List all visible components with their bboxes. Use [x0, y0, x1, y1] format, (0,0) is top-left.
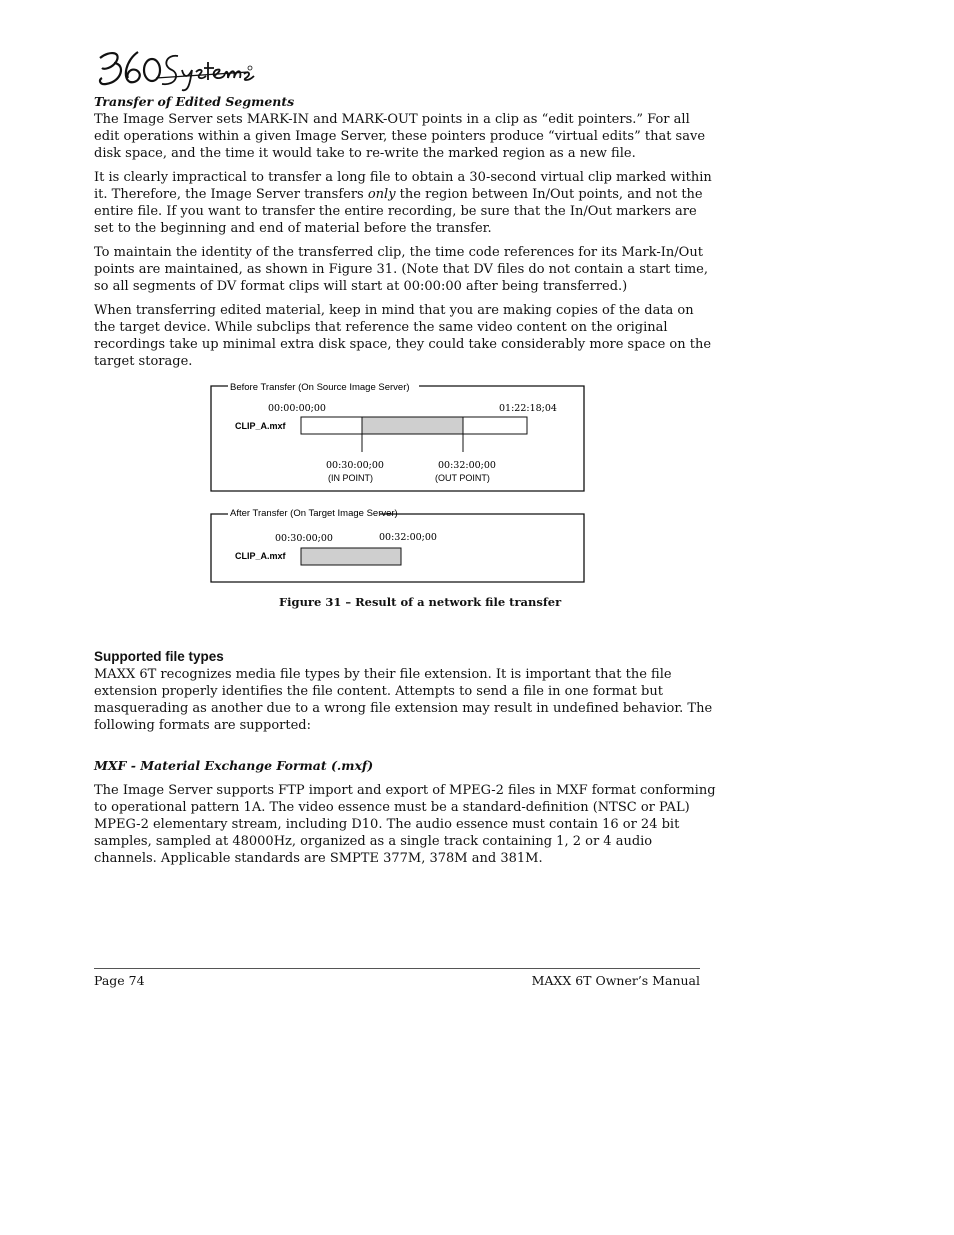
before-frame: [211, 386, 584, 491]
section-title-transfer: Transfer of Edited Segments: [94, 94, 295, 109]
paragraph-text: The Image Server supports FTP import and export of MPEG-2 files in MXF format conforming to operational pattern 1A. The video essence must be a standard-definition (NTSC or PAL) MPEG-2 elementary stream, including D10. The audio essence must contain 16 or 24 bit samples, sampled at 48000Hz, organized as a single track containing 1, 2 or 4 audio channels. Applicable standards are SMPTE 377M, 378M and 381M.: [94, 783, 716, 866]
paragraph-text: The Image Server sets MARK-IN and MARK-OUT points in a clip as “edit pointers.” For all edit operations within a given Image Server, these pointers produce “virtual edits” that save disk space, and the time it would take to re-write the marked region as a new file.: [94, 112, 706, 161]
text-run: It is clearly impractical to transfer a long file to obtain a 30-second virtual clip marked within it. Therefore, the Image Server transfers: [94, 170, 712, 202]
figure-caption: Figure 31 – Result of a network file transfer: [279, 595, 562, 609]
paragraph-file-types: [94, 666, 718, 734]
section-title-mxf: MXF - Material Exchange Format (.mxf): [94, 758, 374, 773]
paragraph-mxf: [94, 782, 718, 867]
out-point-tc: 00:32:00;00: [438, 460, 496, 471]
after-label: After Transfer (On Target Image Server): [230, 508, 398, 519]
before-start-tc: 00:00:00;00: [268, 403, 326, 414]
after-start-tc: 00:30:00;00: [275, 533, 333, 544]
transferred-clip-bar: [301, 548, 401, 565]
before-end-tc: 01:22:18;04: [499, 403, 557, 414]
out-point-label: (OUT POINT): [435, 473, 490, 483]
in-point-label: (IN POINT): [328, 473, 373, 483]
emphasis-text: only: [367, 187, 396, 202]
page-number: Page 74: [94, 973, 145, 988]
in-point-tc: 00:30:00;00: [326, 460, 384, 471]
paragraph-text: When transferring edited material, keep in mind that you are making copies of the data on the target device. While subclips that reference the same video content on the original recordings take up minimal extra disk space, they could take considerably more space on the target storage.: [94, 303, 712, 369]
paragraph-text: MAXX 6T recognizes media file types by their file extension. It is important that the file extension properly identifies the file content. Attempts to send a file in one format but masquerading as another due to a wrong file extension may result in undefined behavior. The following formats are supported:: [94, 667, 713, 733]
after-end-tc: 00:32:00;00: [379, 532, 437, 543]
before-clip-name: CLIP_A.mxf: [235, 421, 286, 431]
text-run: the region between In/Out points, and not the entire file. If you want to transfer the entire recording, be sure that the In/Out markers are set to the beginning and end of material before the transfer.: [94, 187, 703, 236]
footer-rule: [94, 968, 700, 969]
marked-region: [362, 417, 463, 434]
paragraph-text: To maintain the identity of the transferred clip, the time code references for its Mark-In/Out points are maintained, as shown in Figure 31. (Note that DV files do not contain a start time, so all segments of DV format clips will start at 00:00:00 after being transferred.): [94, 245, 708, 294]
after-clip-name: CLIP_A.mxf: [235, 551, 286, 561]
before-label: Before Transfer (On Source Image Server): [230, 382, 410, 393]
manual-title: MAXX 6T Owner’s Manual: [531, 973, 700, 988]
logo-text: 360 Systems: [96, 44, 102, 45]
section-title-file-types: Supported file types: [94, 649, 224, 664]
